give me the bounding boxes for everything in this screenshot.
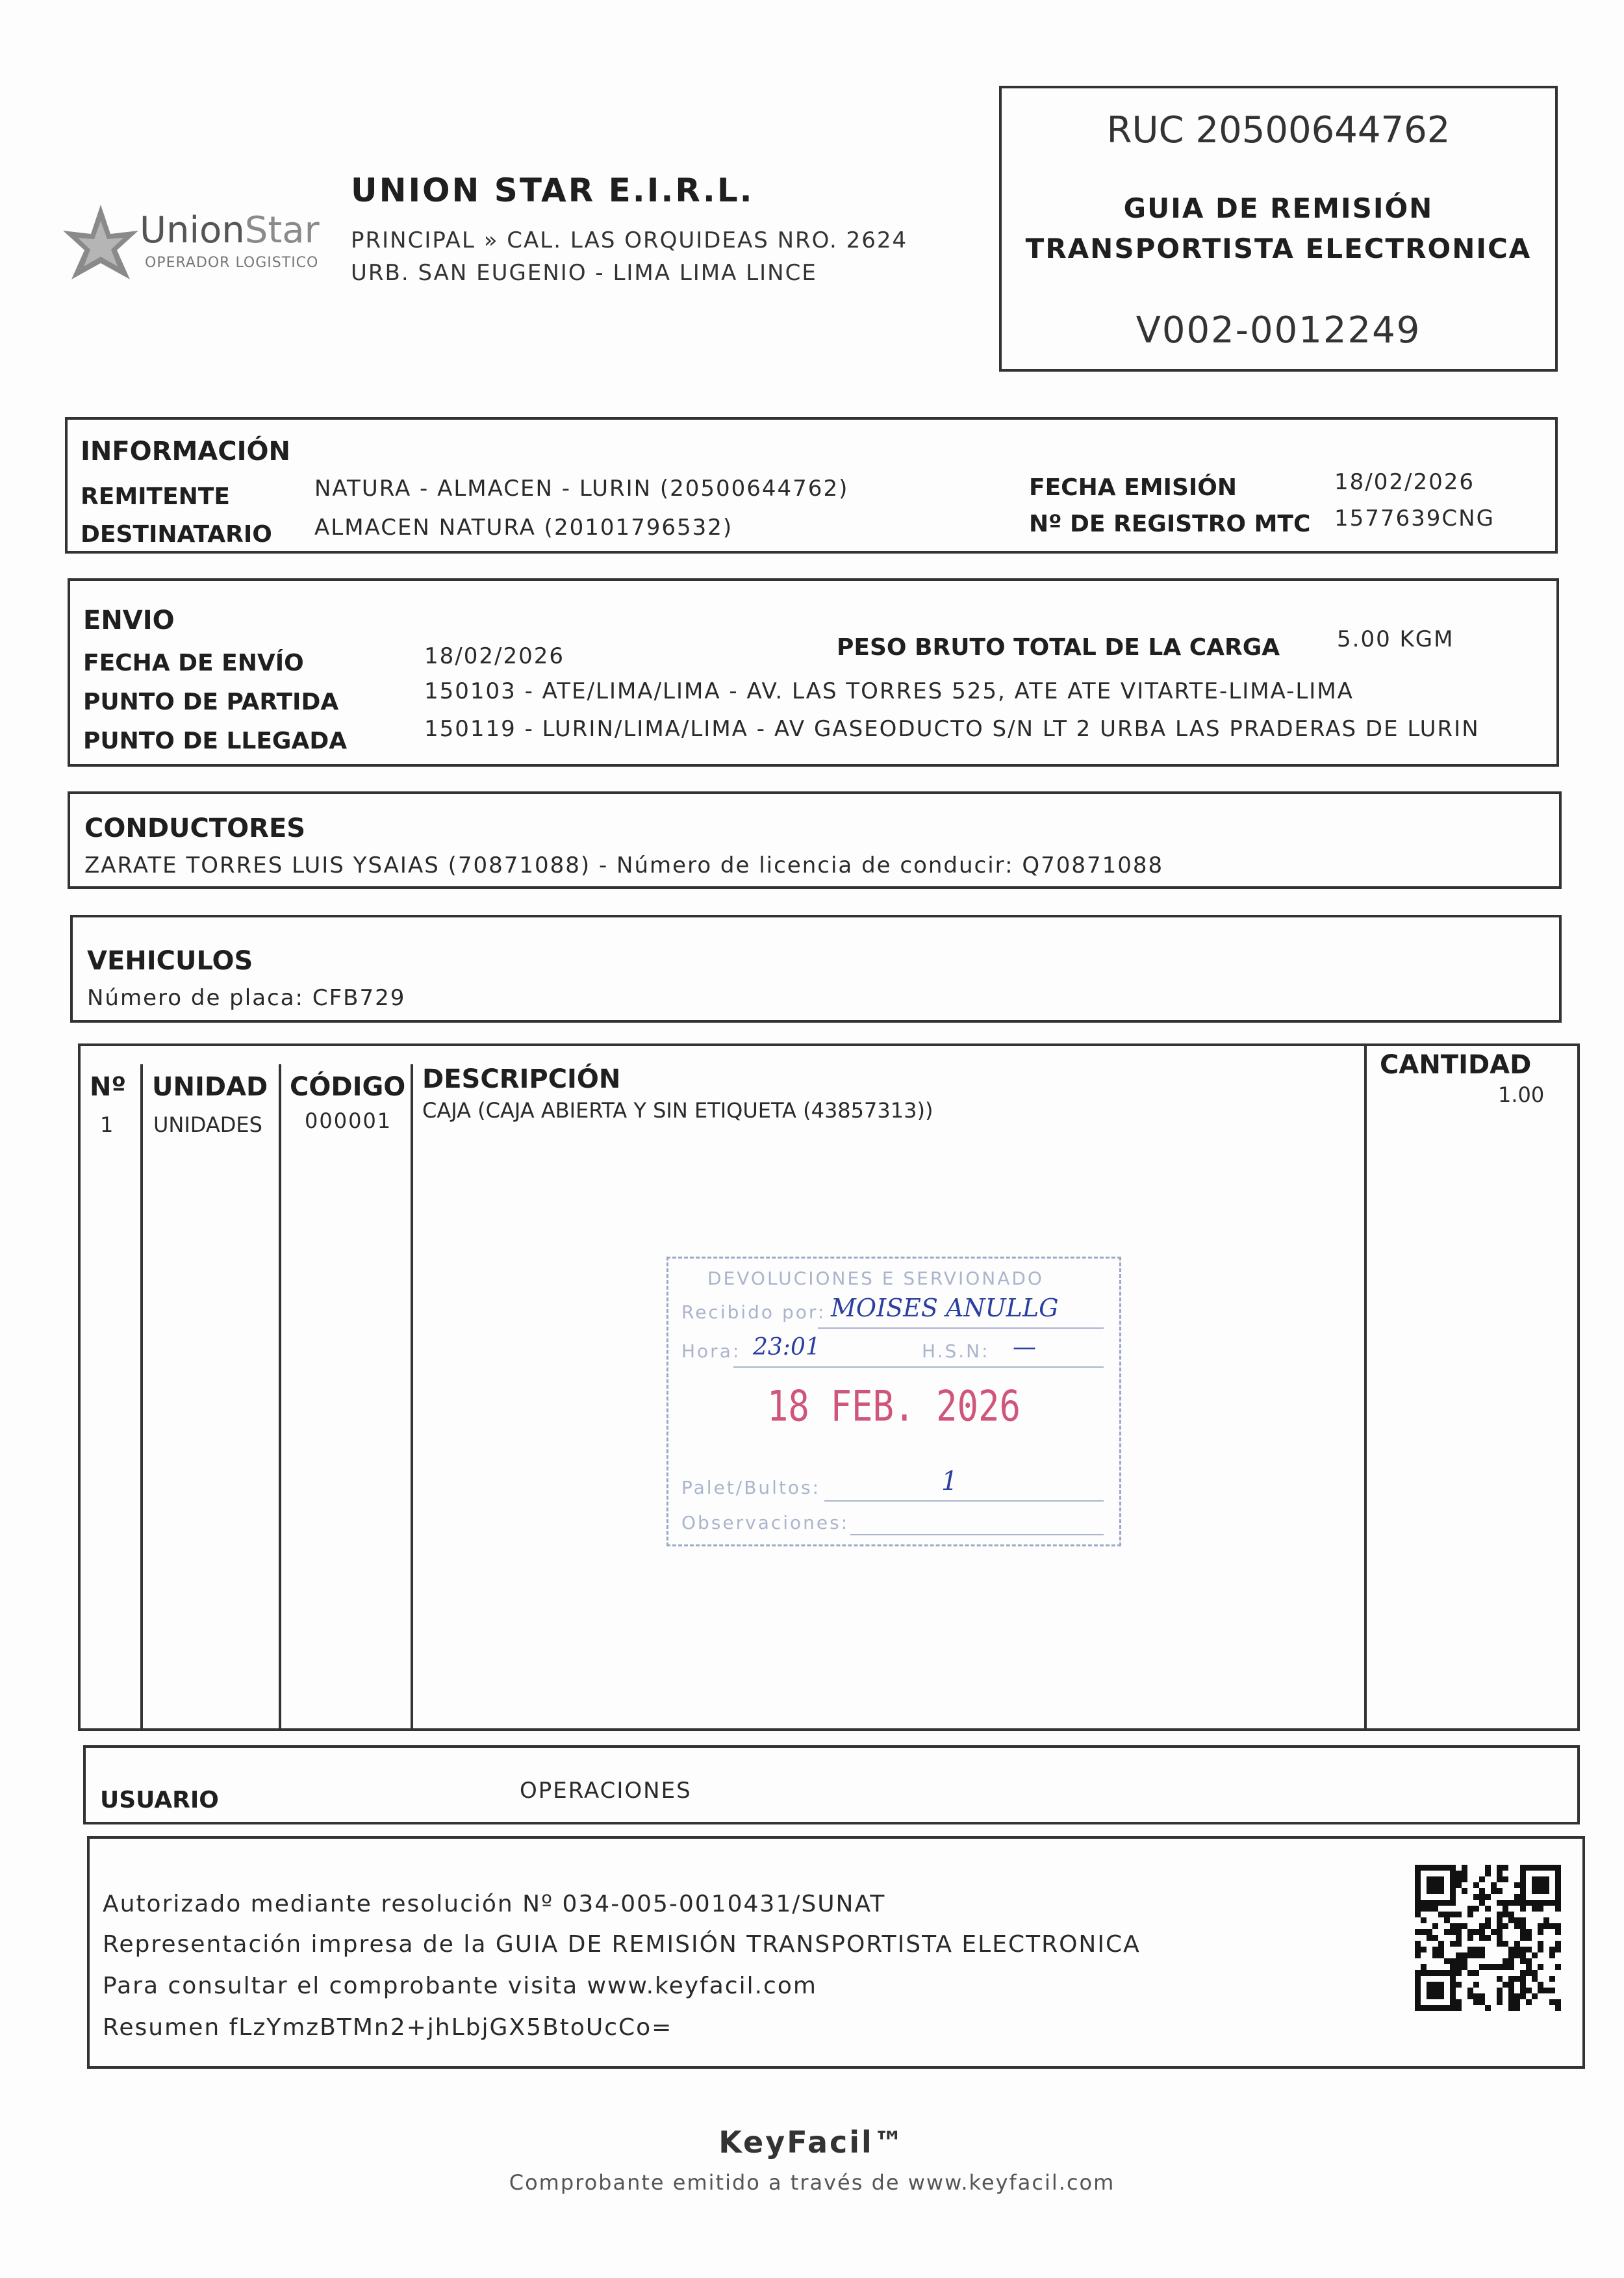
stamp-hora-value: 23:01 (753, 1334, 820, 1361)
registro-mtc-label: Nº DE REGISTRO MTC (1029, 511, 1311, 537)
stamp-title: DEVOLUCIONES E SERVIONADO (707, 1268, 1044, 1289)
stamp-hs-value: — (1013, 1334, 1036, 1361)
header-unidad: UNIDAD (152, 1072, 268, 1102)
fecha-envio-value: 18/02/2026 (424, 643, 565, 669)
stamp-hs-label: H.S.N: (922, 1340, 990, 1362)
header-codigo: CÓDIGO (290, 1072, 406, 1102)
stamp-recibido-label: Recibido por: (681, 1301, 826, 1323)
stamp-recibido-value: MOISES ANULLG (831, 1294, 1059, 1322)
ruc-number: RUC 20500644762 (1106, 109, 1451, 151)
keyfacil-brand: KeyFacil™ (718, 2125, 906, 2160)
star-logo-icon (62, 201, 140, 292)
company-name: UNION STAR E.I.R.L. (351, 172, 754, 209)
stamp-obs-label: Observaciones: (681, 1512, 850, 1533)
reception-stamp (666, 1257, 1121, 1546)
stamp-palet-label: Palet/Bultos: (681, 1477, 821, 1498)
remitente-label: REMITENTE (81, 483, 230, 510)
usuario-section (83, 1745, 1580, 1824)
stamp-obs-line (850, 1534, 1104, 1535)
authorization-line4: Resumen fLzYmzBTMn2+jhLbjGX5BtoUcCo= (103, 2014, 673, 2041)
stamp-palet-value: 1 (941, 1466, 958, 1496)
doc-type-line1: GUIA DE REMISIÓN (1123, 192, 1434, 224)
envio-heading: ENVIO (83, 606, 175, 635)
company-address-line2: URB. SAN EUGENIO - LIMA LIMA LINCE (351, 260, 817, 286)
vehiculos-value: Número de placa: CFB729 (87, 985, 406, 1011)
usuario-value: OPERACIONES (520, 1778, 692, 1804)
peso-bruto-label: PESO BRUTO TOTAL DE LA CARGA (837, 634, 1280, 661)
col-divider-3 (411, 1064, 413, 1728)
header-cantidad: CANTIDAD (1380, 1050, 1532, 1080)
peso-bruto-value: 5.00 KGM (1337, 626, 1454, 652)
fecha-emision-value: 18/02/2026 (1334, 469, 1475, 495)
qr-code-icon (1415, 1865, 1561, 2011)
fecha-emision-label: FECHA EMISIÓN (1029, 474, 1237, 501)
usuario-label: USUARIO (100, 1787, 219, 1813)
company-logo (62, 195, 335, 292)
authorization-line1: Autorizado mediante resolución Nº 034-005-0010431/SUNAT (103, 1891, 886, 1917)
remitente-value: NATURA - ALMACEN - LURIN (20500644762) (314, 476, 849, 502)
stamp-date: 18 FEB. 2026 (767, 1381, 1021, 1431)
vehiculos-heading: VEHICULOS (87, 946, 253, 976)
row-descripcion: CAJA (CAJA ABIERTA Y SIN ETIQUETA (43857313)) (422, 1098, 933, 1123)
stamp-hora-line (733, 1366, 1104, 1368)
destinatario-value: ALMACEN NATURA (20101796532) (314, 515, 733, 541)
envio-section (68, 578, 1559, 767)
row-unidad: UNIDADES (153, 1112, 262, 1137)
stamp-palet-line (824, 1500, 1104, 1502)
punto-llegada-label: PUNTO DE LLEGADA (83, 728, 348, 754)
logo-name-union: Union (140, 209, 245, 251)
ruc-box (999, 86, 1558, 372)
col-divider-1 (140, 1064, 143, 1728)
authorization-line3: Para consultar el comprobante visita www.keyfacil.com (103, 1973, 817, 1999)
conductores-value: ZARATE TORRES LUIS YSAIAS (70871088) - Número de licencia de conducir: Q70871088 (84, 852, 1164, 878)
items-table (78, 1043, 1580, 1731)
info-section (65, 417, 1558, 554)
logo-name-star: Star (244, 209, 320, 251)
conductores-heading: CONDUCTORES (84, 813, 306, 843)
logo-tagline: OPERADOR LOGISTICO (145, 255, 319, 271)
destinatario-label: DESTINATARIO (81, 521, 272, 548)
col-divider-2 (279, 1064, 281, 1728)
row-cantidad: 1.00 (1498, 1082, 1545, 1107)
fecha-envio-label: FECHA DE ENVÍO (83, 650, 304, 676)
info-heading: INFORMACIÓN (81, 437, 290, 467)
authorization-box (87, 1836, 1585, 2069)
punto-partida-label: PUNTO DE PARTIDA (83, 689, 339, 715)
punto-partida-value: 150103 - ATE/LIMA/LIMA - AV. LAS TORRES 525, ATE ATE VITARTE-LIMA-LIMA (424, 678, 1354, 704)
authorization-line2: Representación impresa de la GUIA DE REMISIÓN TRANSPORTISTA ELECTRONICA (103, 1931, 1141, 1958)
stamp-recibido-line (818, 1327, 1104, 1329)
header-no: Nº (90, 1072, 127, 1102)
row-codigo: 000001 (305, 1108, 392, 1133)
registro-mtc-value: 1577639CNG (1334, 506, 1495, 531)
punto-llegada-value: 150119 - LURIN/LIMA/LIMA - AV GASEODUCTO S/N LT 2 URBA LAS PRADERAS DE LURIN (424, 716, 1480, 742)
row-no: 1 (100, 1112, 114, 1137)
col-divider-4 (1364, 1046, 1367, 1728)
keyfacil-tagline: Comprobante emitido a través de www.keyfacil.com (509, 2170, 1115, 2195)
header-descripcion: DESCRIPCIÓN (422, 1064, 621, 1094)
conductores-section (68, 791, 1562, 889)
doc-number: V002-0012249 (1136, 309, 1421, 352)
doc-type-line2: TRANSPORTISTA ELECTRONICA (1025, 233, 1532, 264)
stamp-hora-label: Hora: (681, 1340, 741, 1362)
company-address-line1: PRINCIPAL » CAL. LAS ORQUIDEAS NRO. 2624 (351, 227, 908, 253)
vehiculos-section (70, 915, 1562, 1023)
